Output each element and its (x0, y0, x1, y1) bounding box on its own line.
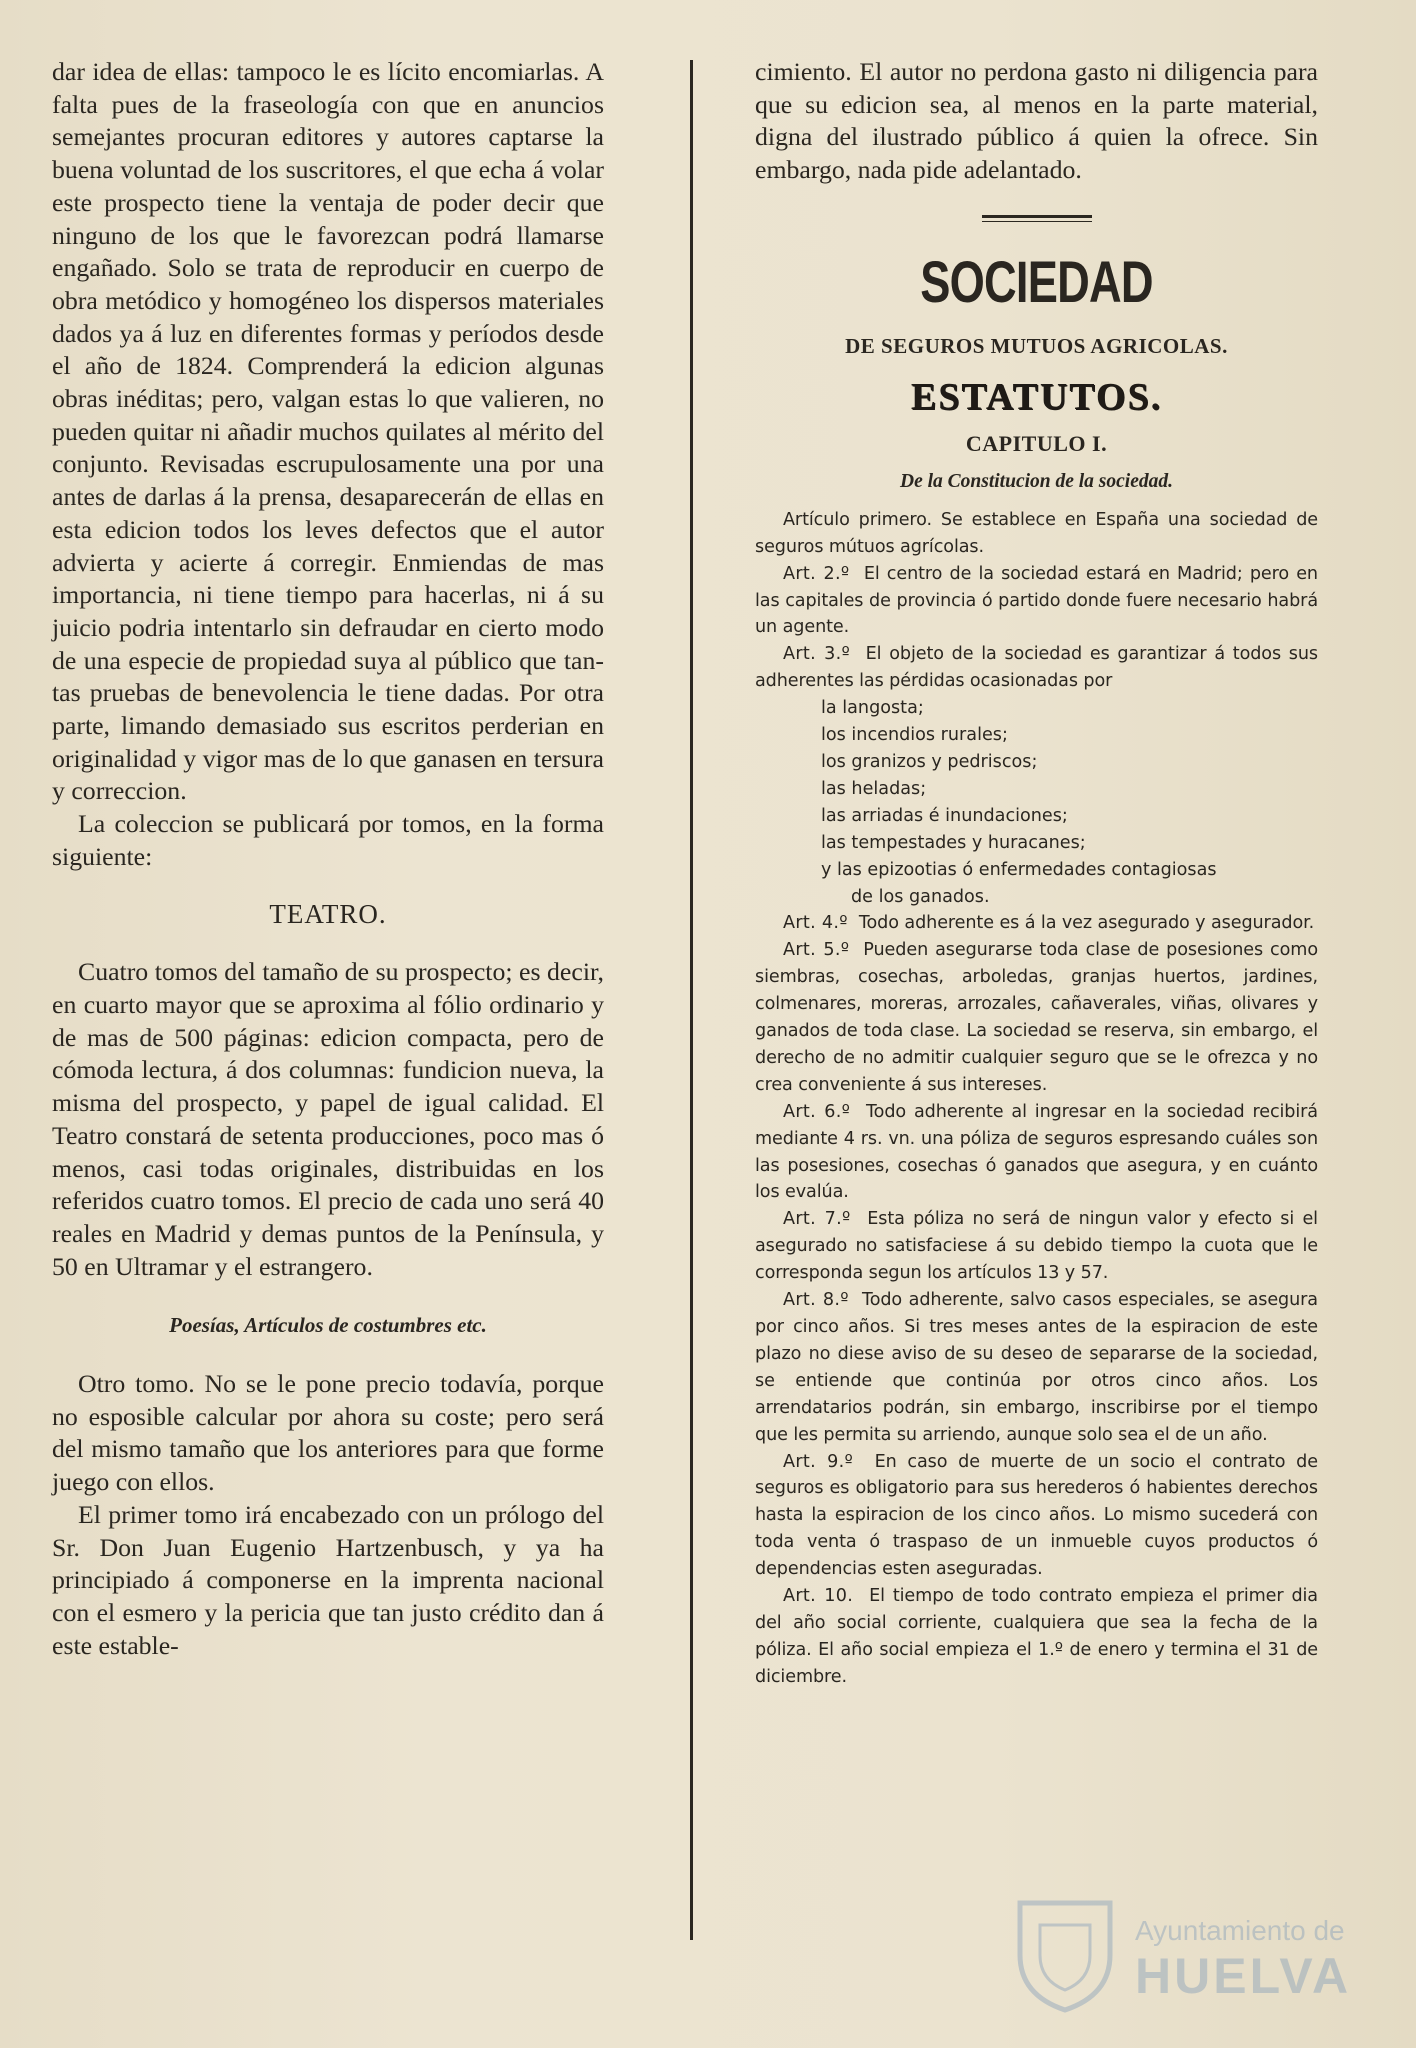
article-10-label: Art. 10. (783, 1586, 854, 1607)
continuation-paragraph: cimiento. El autor no perdona gasto ni diligencia para que su edicion sea, al menos en la parte material, digna del ilustrado público á quien la ofrece. Sin embargo, nada pide adelantado. (755, 57, 1318, 185)
article-6 (755, 1099, 1318, 1207)
watermark-line-2: HUELVA (1135, 1948, 1352, 2004)
risk-item: las heladas; (821, 778, 927, 799)
article-3-text: El objeto de la sociedad es garantizar á todos sus adherentes las pérdidas ocasionadas por (755, 644, 1318, 692)
watermark (1010, 1895, 1390, 2015)
article-8-label: Art. 8.º (783, 1290, 849, 1311)
poesias-heading: Poesías, Artículos de costumbres etc. (169, 1313, 487, 1338)
article-3 (755, 641, 1318, 695)
constitucion-heading: De la Constitucion de la sociedad. (900, 470, 1173, 492)
teatro-heading: TEATRO. (269, 898, 387, 929)
article-10 (755, 1583, 1318, 1691)
article-9-text: En caso de muerte de un socio el contrato de seguros es obligatorio para sus herederos ó habientes derechos hasta la espiracion de los cinco años. Lo mismo sucederá con toda venta ó traspaso de un inmueble cuyos productos ó dependencias esten aseguradas. (755, 1451, 1318, 1580)
article-9-label: Art. 9.º (783, 1451, 854, 1472)
article-4 (755, 910, 1318, 937)
risk-item: y las epizootias ó enfermedades contagiosas (821, 859, 1217, 880)
article-9 (755, 1449, 1318, 1584)
article-1 (755, 507, 1318, 561)
capitulo-heading: CAPITULO I. (965, 430, 1108, 456)
left-column (52, 56, 604, 1662)
estatutos-heading: ESTATUTOS. (910, 375, 1163, 418)
right-column (755, 56, 1318, 1691)
article-4-text: Todo adherente es á la vez asegurado y asegurador. (858, 913, 1315, 934)
article-1-text: Artículo primero. Se establece en España una sociedad de seguros mútuos agrícolas. (755, 509, 1318, 557)
article-5-label: Art. 5.º (783, 940, 850, 961)
risk-list (755, 695, 1318, 910)
article-6-label: Art. 6.º (783, 1101, 851, 1122)
sociedad-title: SOCIEDAD (920, 249, 1153, 315)
risk-item-continuation: de los ganados. (851, 886, 990, 907)
risk-item: los incendios rurales; (821, 725, 1008, 746)
article-3-label: Art. 3.º (783, 644, 851, 665)
article-5 (755, 937, 1318, 1098)
article-8-text: Todo adherente, salvo casos especiales, se asegura por cinco años. Si tres meses antes de la espiracion de este plazo no diese aviso de su deseo de separarse de la sociedad, se entiende que continúa por otros cinco años. Los arrendatarios podrán, sin embargo, inscribirse por el tiempo que les permita su arriendo, aunque solo sea el de un año. (755, 1290, 1318, 1445)
sociedad-subtitle: DE SEGUROS MUTUOS AGRICOLAS. (845, 333, 1228, 358)
article-7-label: Art. 7.º (783, 1209, 851, 1230)
watermark-line-1: Ayuntamiento de (1135, 1915, 1345, 1946)
article-7-text: Esta póliza no será de ningun valor y efecto si el asegurado no satisfaciese á su debido tiempo la cuota que le corresponda segun los artículos 13 y 57. (755, 1209, 1318, 1284)
article-2 (755, 561, 1318, 642)
article-2-label: Art. 2.º (783, 563, 850, 584)
risk-item: las arriadas é inundaciones; (821, 805, 1068, 826)
paragraph-1: dar idea de ellas: tampoco le es lícito encomiarlas. A falta pues de la fraseología con que en anuncios semejantes procuran editores y autores captarse la buena voluntad de los suscritores, el que echa á volar este prospecto tiene la ventaja de poder decir que ninguno de los que le favorezcan podrá llamarse engañado. Solo se trata de reproducir en cuerpo de obra metódico y homogéneo los dispersos materiales dados ya á luz en diferentes formas y períodos desde el año de 1824. Comprenderá la edicion algunas obras inéditas; pero, valgan estas lo que valieren, no pueden quitar ni añadir muchos quilates al mérito del conjunto. Revisadas escrupulosamente una por una antes de darlas á la prensa, desaparecerán de ellas en esta edicion todos los leves defectos que el autor advierta y acierte á corregir. Enmiendas de mas importancia, ni tiene tiempo para hacerlas, ni á su juicio podria intentarlo sin defraudar en cierto modo de una especie de propiedad suya al público que tantas pruebas de benevolencia le tiene dadas. Por otra parte, limando demasiado sus escritos perderian en originalidad y vigor mas de lo que ganasen en tersura y correccion. (52, 57, 604, 806)
column-divider (690, 60, 693, 1940)
risk-item: las tempestades y huracanes; (821, 832, 1086, 853)
coat-of-arms-icon (1010, 1895, 1120, 2015)
section-rule (982, 215, 1092, 222)
article-4-label: Art. 4.º (783, 913, 848, 934)
risk-item: la langosta; (821, 698, 924, 719)
paragraph-2: La coleccion se publicará por tomos, en la forma siguiente: (52, 809, 604, 871)
article-8 (755, 1287, 1318, 1448)
article-6-text: Todo adherente al ingresar en la sociedad recibirá mediante 4 rs. vn. una póliza de seguros espresando cuáles son las posesiones, cosechas ó ganados que asegura, y en cuánto los evalúa. (755, 1101, 1318, 1203)
article-7 (755, 1206, 1318, 1287)
risk-item: los granizos y pedriscos; (821, 751, 1038, 772)
article-2-text: El centro de la sociedad estará en Madrid; pero en las capitales de provincia ó partido donde fuere necesario habrá un agente. (755, 563, 1318, 638)
article-5-text: Pueden asegurarse toda clase de posesiones como siembras, cosechas, arboledas, granjas huertos, jardines, colmenares, moreras, arrozales, cañaverales, viñas, olivares y ganados de toda clase. La sociedad se reserva, sin embargo, el derecho de no admitir cualquier seguro que se le ofrezca y no crea conveniente á sus intereses. (755, 940, 1318, 1095)
paragraph-4: Otro tomo. No se le pone precio todavía, porque no esposible calcular por ahora su coste; pero será del mismo tamaño que los anteriores para que forme juego con ellos. (52, 1369, 604, 1497)
paragraph-3: Cuatro tomos del tamaño de su prospecto; es decir, en cuarto mayor que se aproxima al fólio ordinario y de mas de 500 páginas: edicion compacta, pero de cómoda lectura, á dos columnas: fundicion nueva, la misma del prospecto, y papel de igual calidad. El Teatro constará de setenta producciones, poco mas ó menos, casi todas originales, distribuidas en los referidos cuatro tomos. El precio de cada uno será 40 reales en Madrid y demas puntos de la Península, y 50 en Ultramar y el estrangero. (52, 957, 604, 1281)
article-10-text: El tiempo de todo contrato empieza el primer dia del año social corriente, cualquiera que sea la fecha de la póliza. El año social empieza el 1.º de enero y termina el 31 de diciembre. (755, 1586, 1318, 1687)
paragraph-5: El primer tomo irá encabezado con un prólogo del Sr. Don Juan Eugenio Hartzenbusch, y ya ha principiado á componerse en la imprenta nacional con el esmero y la pericia que tan justo crédito dan á este estable- (52, 1499, 604, 1660)
